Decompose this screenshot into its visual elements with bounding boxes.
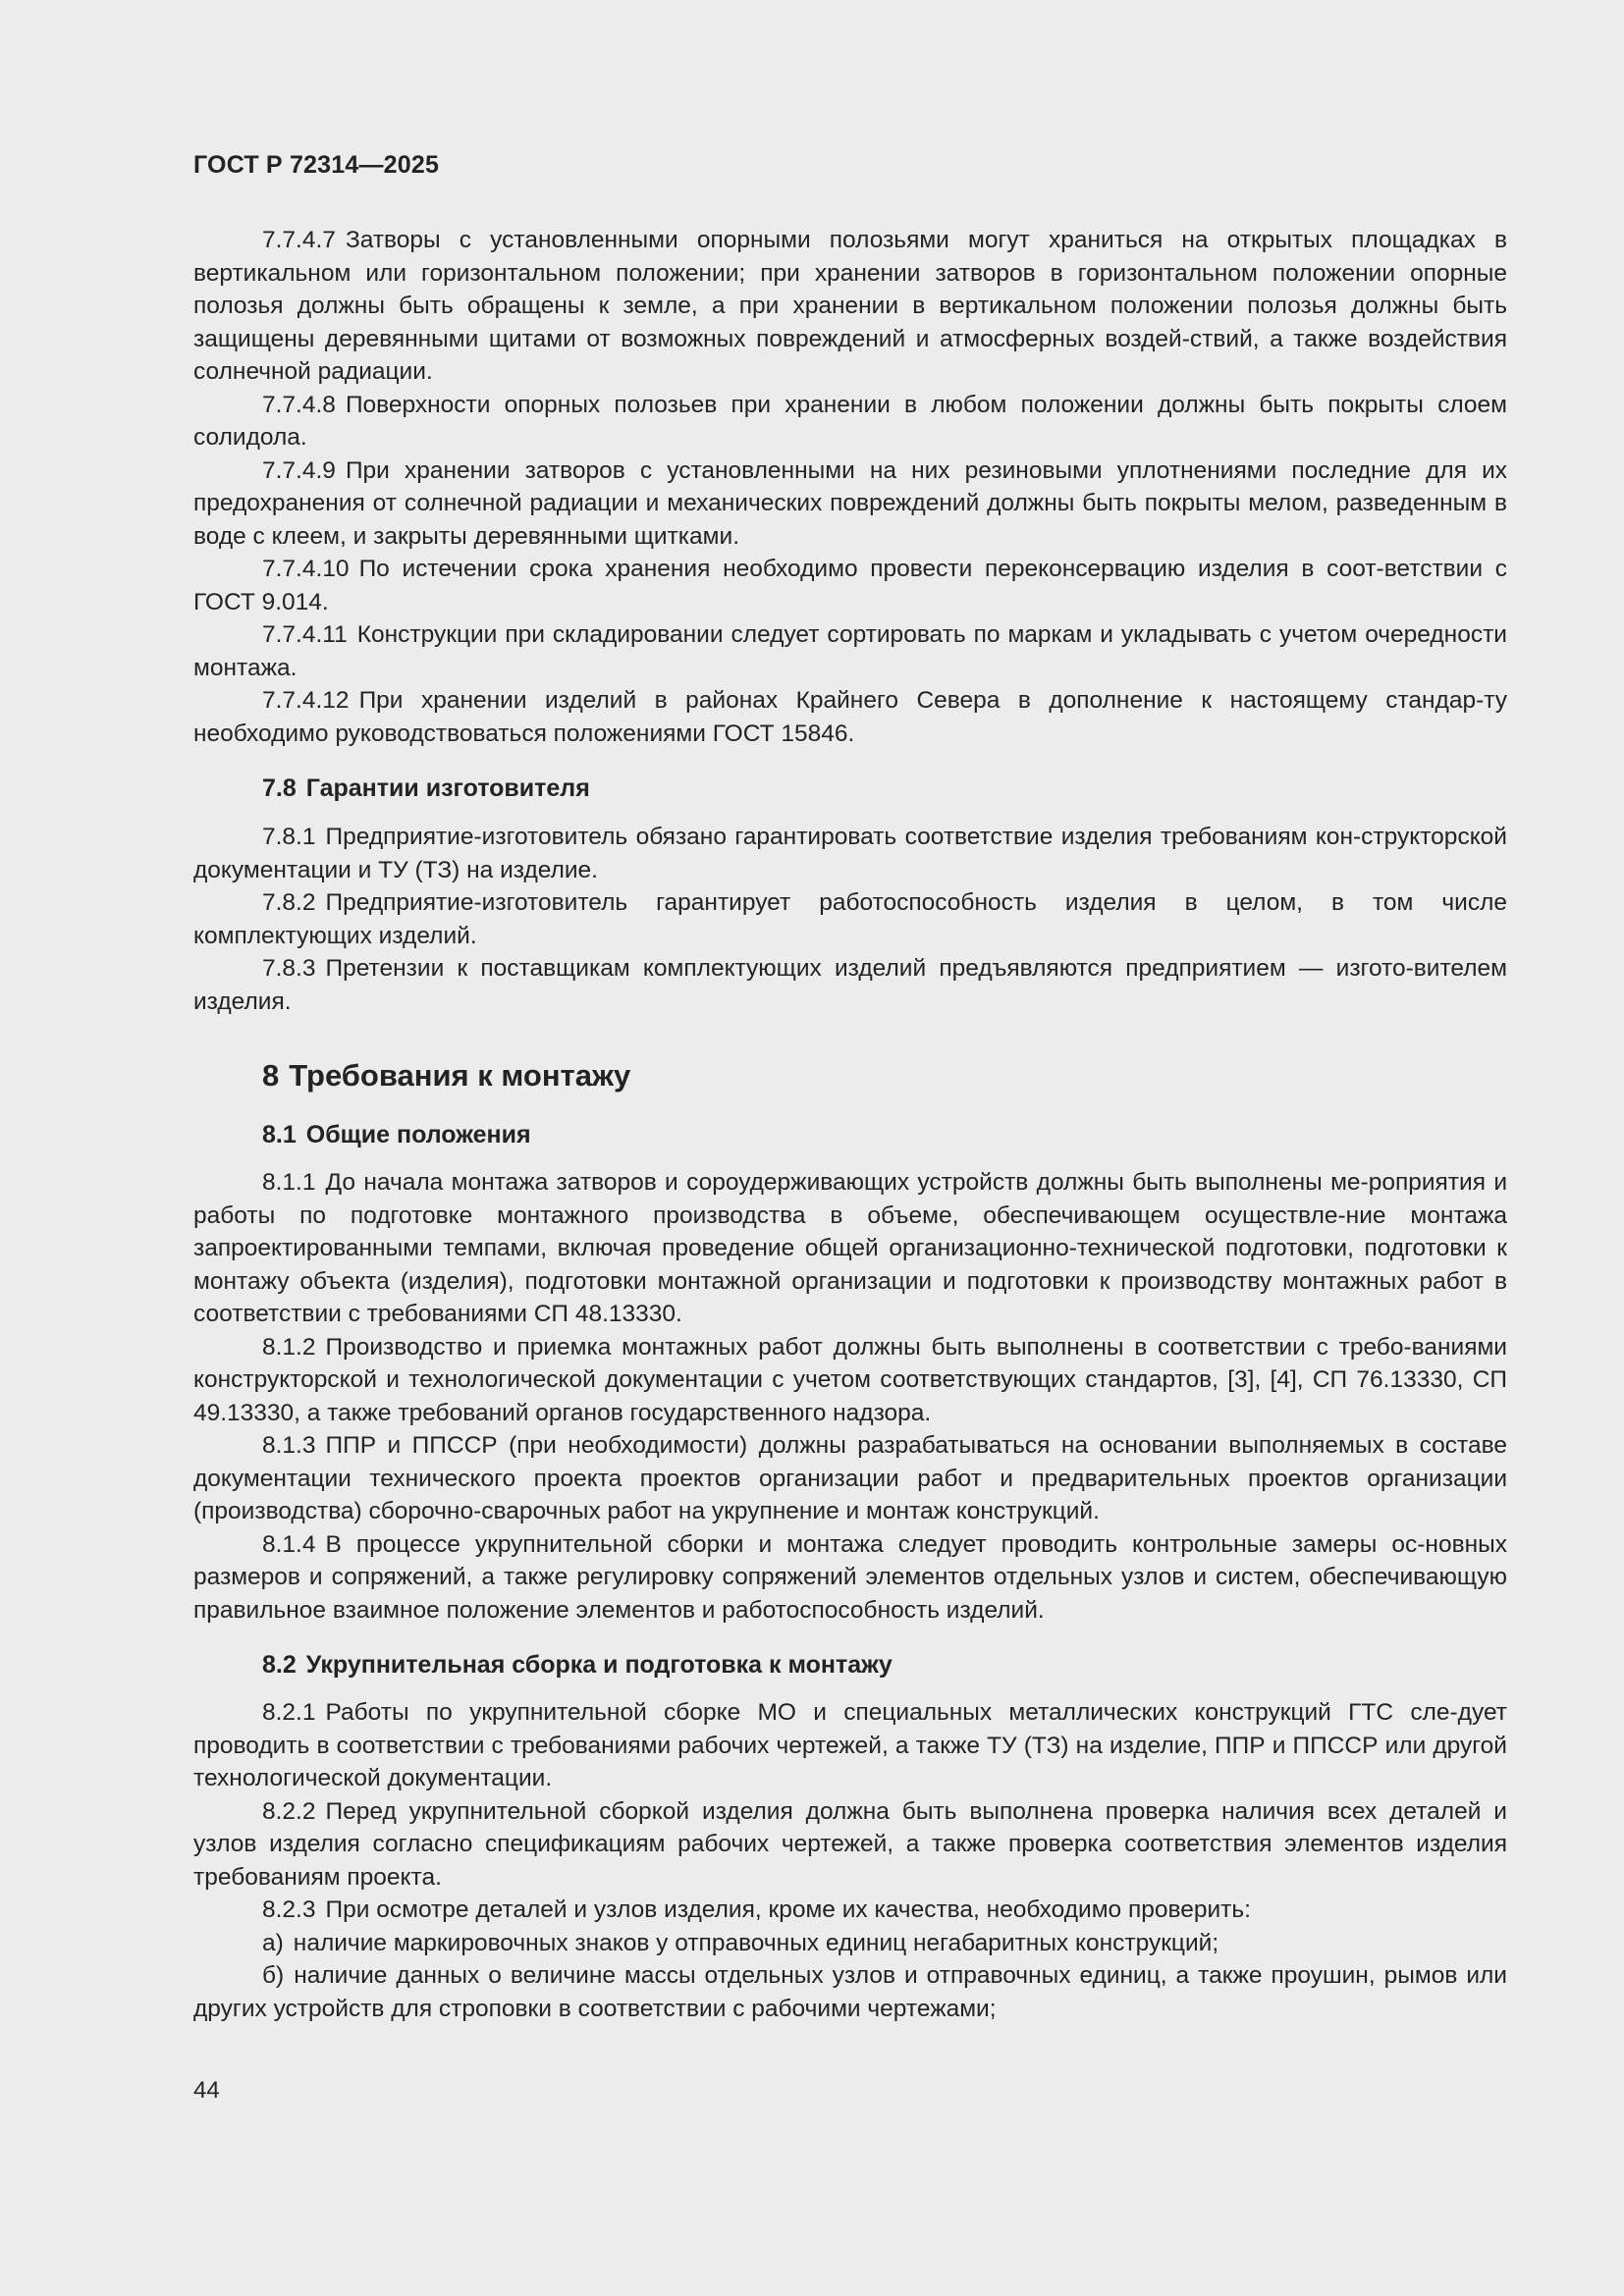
- section-title: Укрупнительная сборка и подготовка к монтажу: [305, 1651, 893, 1679]
- list-item-text: наличие данных о величине массы отдельных узлов и отправочных единиц, а также проушин, рымов или других устройств для строповки в соответствии с рабочими чертежами;: [193, 1962, 1507, 2022]
- clause-text: При осмотре деталей и узлов изделия, кроме их качества, необходимо проверить:: [325, 1896, 1251, 1923]
- clause-text: Перед укрупнительной сборкой изделия должна быть выполнена проверка наличия всех деталей и узлов изделия согласно спецификациям рабочих чертежей, а также проверка соответствия элементов изделия требованиям проекта.: [193, 1797, 1507, 1891]
- clause-number: 8.1.3: [262, 1432, 316, 1459]
- clause-number: 7.8.1: [262, 824, 316, 850]
- clause-text: Производство и приемка монтажных работ должны быть выполнены в соответствии с требо-ваниями конструкторской и технологической документации с учетом соответствующих стандартов, [3], [4], СП 76.13330, СП 49.13330, а также требований органов государственного надзора.: [193, 1333, 1507, 1426]
- paragraph: [193, 1331, 1507, 1430]
- clause-number: 8.2.1: [262, 1699, 316, 1726]
- clause-number: 7.7.4.10: [262, 556, 350, 582]
- clause-number: 7.7.4.7: [262, 227, 336, 253]
- paragraph: [193, 1429, 1507, 1528]
- clause-number: 7.8.2: [262, 889, 316, 916]
- paragraph: [193, 684, 1507, 750]
- section-number: 8.2: [262, 1651, 297, 1679]
- paragraph: [193, 553, 1507, 618]
- paragraph: [193, 389, 1507, 454]
- clause-text: До начала монтажа затворов и сороудерживающих устройств должны быть выполнены ме-роприятия и работы по подготовке монтажного производства в объеме, обеспечивающем осуществле-ние монтажа запроектированными темпами, включая проведение общей организационно-технической подготовки, подготовки к монтажу объекта (изделия), подготовки монтажной организации и подготовки к производству монтажных работ в соответствии с требованиями СП 48.13330.: [193, 1169, 1507, 1327]
- clause-number: 8.1.2: [262, 1333, 316, 1361]
- paragraph: [193, 618, 1507, 684]
- clause-text: Предприятие-изготовитель обязано гарантировать соответствие изделия требованиям кон-структорской документации и ТУ (ТЗ) на изделие.: [193, 824, 1507, 883]
- list-marker: а): [262, 1929, 284, 1956]
- paragraph: [193, 454, 1507, 554]
- clause-number: 7.7.4.12: [262, 687, 350, 714]
- section-title: Общие положения: [305, 1121, 531, 1148]
- list-item: [193, 1959, 1507, 2025]
- section-heading-8-1: [193, 1118, 1507, 1151]
- text-block-8-1: [193, 1166, 1507, 1627]
- paragraph: [193, 1894, 1507, 1927]
- clause-text: Предприятие-изготовитель гарантирует работоспособность изделия в целом, в том числе комплектующих изделий.: [193, 889, 1507, 949]
- section-number: 8.1: [262, 1121, 297, 1148]
- paragraph: [193, 886, 1507, 952]
- chapter-heading-8: [193, 1054, 1507, 1097]
- clause-text: По истечении срока хранения необходимо провести переконсервацию изделия в соот-ветствии с ГОСТ 9.014.: [193, 556, 1507, 615]
- paragraph: [193, 1696, 1507, 1795]
- clause-text: Затворы с установленными опорными полозьями могут храниться на открытых площадках в вертикальном или горизонтальном положении; при хранении затворов в горизонтальном положении опорные полозья должны быть обращены к земле, а при хранении в вертикальном положении полозья должны быть защищены деревянными щитами от возможных повреждений и атмосферных воздей-ствий, а также воздействия солнечной радиации.: [193, 227, 1507, 385]
- clause-text: Претензии к поставщикам комплектующих изделий предъявляются предприятием — изгото-вителем изделия.: [193, 955, 1507, 1015]
- clause-number: 7.7.4.8: [262, 391, 336, 418]
- chapter-title: Требования к монтажу: [289, 1058, 631, 1093]
- text-block-7-8: [193, 821, 1507, 1018]
- paragraph: [193, 1528, 1507, 1628]
- clause-number: 8.2.3: [262, 1896, 316, 1923]
- clause-text: Поверхности опорных полозьев при хранении в любом положении должны быть покрыты слоем солидола.: [193, 391, 1507, 451]
- section-number: 7.8: [262, 774, 297, 802]
- clause-number: 7.7.4.9: [262, 456, 336, 484]
- clause-text: Конструкции при складировании следует сортировать по маркам и укладывать с учетом очередности монтажа.: [193, 621, 1507, 681]
- clause-number: 8.1.4: [262, 1530, 316, 1558]
- list-item-text: наличие маркировочных знаков у отправочных единиц негабаритных конструкций;: [293, 1929, 1219, 1956]
- list-marker: б): [262, 1962, 285, 1989]
- section-title: Гарантии изготовителя: [305, 774, 590, 802]
- paragraph: [193, 1795, 1507, 1895]
- clause-text: При хранении изделий в районах Крайнего Севера в дополнение к настоящему стандар-ту необходимо руководствоваться положениями ГОСТ 15846.: [193, 687, 1507, 747]
- clause-number: 7.7.4.11: [262, 621, 348, 648]
- paragraph: [193, 224, 1507, 389]
- paragraph: [193, 1166, 1507, 1331]
- document-page: [193, 0, 1507, 2296]
- clause-number: 8.1.1: [262, 1169, 316, 1196]
- clause-number: 7.8.3: [262, 955, 316, 982]
- section-heading-8-2: [193, 1648, 1507, 1682]
- clause-text: При хранении затворов с установленными на них резиновыми уплотнениями последние для их предохранения от солнечной радиации и механических повреждений должны быть покрыты мелом, разведенным в воде с клеем, и закрыты деревянными щитками.: [193, 456, 1507, 550]
- page-number: 44: [193, 2077, 220, 2104]
- paragraph: [193, 952, 1507, 1018]
- section-heading-7-8: [193, 772, 1507, 805]
- list-item: [193, 1927, 1507, 1960]
- chapter-number: 8: [262, 1058, 280, 1093]
- clause-text: В процессе укрупнительной сборки и монтажа следует проводить контрольные замеры ос-новных размеров и сопряжений, а также регулировку сопряжений элементов отдельных узлов и систем, обеспечивающую правильное взаимное положение элементов и работоспособность изделий.: [193, 1530, 1507, 1624]
- document-header: ГОСТ Р 72314—2025: [193, 151, 440, 179]
- text-block-8-2: [193, 1696, 1507, 2025]
- clause-text: Работы по укрупнительной сборке МО и специальных металлических конструкций ГТС сле-дует проводить в соответствии с требованиями рабочих чертежей, а также ТУ (ТЗ) на изделие, ППР и ППССР или другой технологической документации.: [193, 1699, 1507, 1791]
- text-block-7-7-4: [193, 224, 1507, 750]
- clause-number: 8.2.2: [262, 1797, 316, 1825]
- paragraph: [193, 821, 1507, 886]
- clause-text: ППР и ППССР (при необходимости) должны разрабатываться на основании выполняемых в составе документации технического проекта проектов организации работ и предварительных проектов организации (производства) сборочно-сварочных работ на укрупнение и монтаж конструкций.: [193, 1432, 1507, 1524]
